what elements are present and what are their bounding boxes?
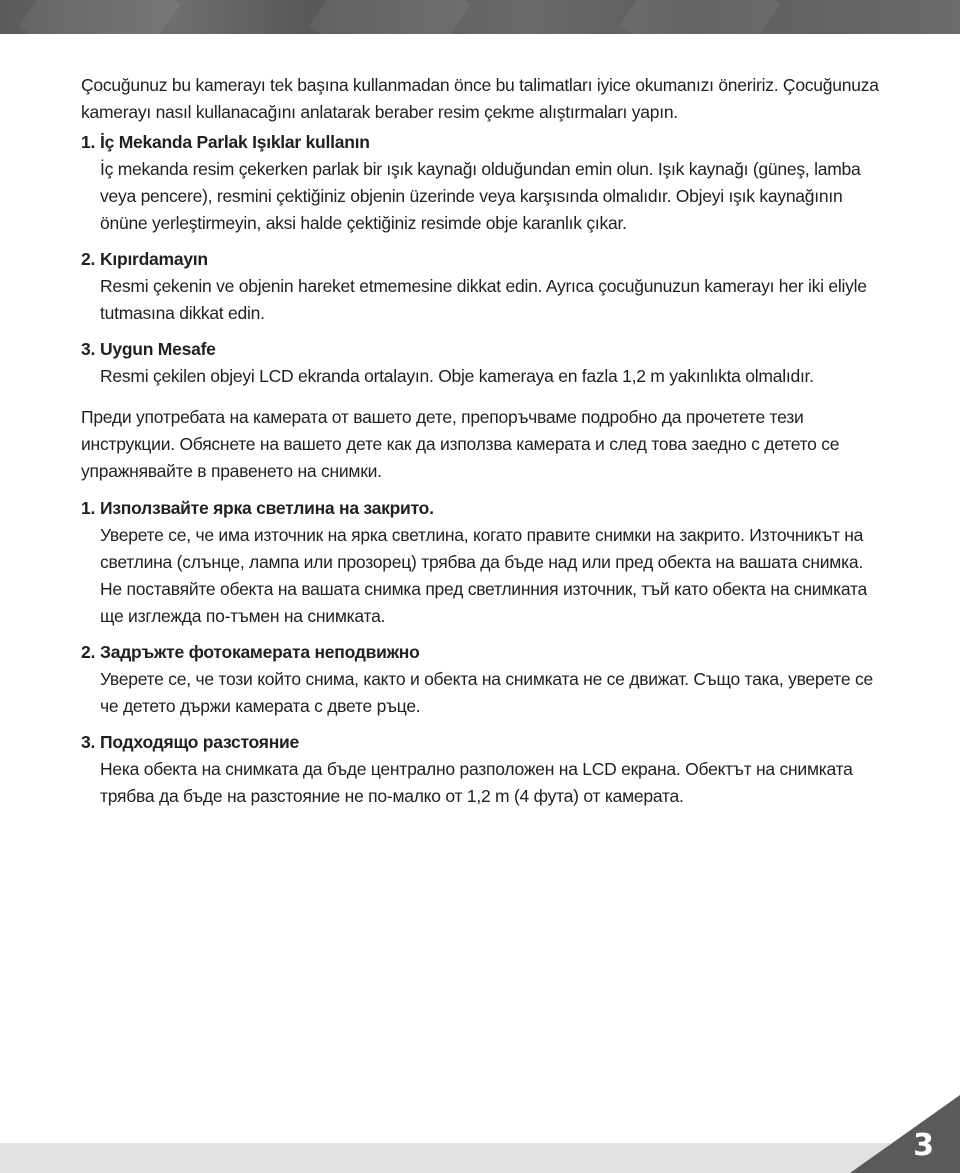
item-number: 3.: [81, 732, 96, 752]
bulgarian-item-2-heading: [81, 639, 881, 666]
item-body: Уверете се, че има източник на ярка светлина, когато правите снимки на закрито. Източникът на светлина (слънце, лампа или прозорец) трябва да бъде над или пред обекта на вашата снимка. Не поставяйте обекта на вашата снимка пред светлинния източник, тъй като обекта на снимката ще изглежда по-тъмен на снимката.: [100, 525, 868, 626]
item-number: 1.: [81, 498, 96, 518]
turkish-intro: Çocuğunuz bu kamerayı tek başına kullanmadan önce bu talimatları iyice okumanızı öneririz. Çocuğunuza kamerayı nasıl kullanacağını anlatarak beraber resim çekme alıştırmaları yapın.: [81, 75, 879, 122]
page-number: 3: [913, 1128, 934, 1163]
item-title: Uygun Mesafe: [100, 339, 216, 359]
header-decoration: [619, 0, 780, 34]
item-number: 2.: [81, 249, 96, 269]
item-number: 2.: [81, 642, 96, 662]
item-title: Kıpırdamayın: [100, 249, 208, 269]
turkish-item-2: [81, 246, 881, 327]
item-number: 1.: [81, 132, 96, 152]
bulgarian-section: [81, 404, 881, 810]
bulgarian-item-1-heading: [81, 495, 881, 522]
turkish-item-3: [81, 336, 881, 390]
footer-band: [0, 1143, 960, 1173]
item-number: 3.: [81, 339, 96, 359]
bulgarian-intro: Преди употребата на камерата от вашето дете, препоръчваме подробно да прочетете тези инструкции. Обяснете на вашето дете как да използва камерата и след това заедно с детето се упражнявайте в правенето на снимки.: [81, 407, 840, 481]
header-decoration: [19, 0, 180, 34]
bulgarian-item-3-heading: [81, 729, 881, 756]
item-body: İç mekanda resim çekerken parlak bir ışık kaynağı olduğundan emin olun. Işık kaynağı (güneş, lamba veya pencere), resmini çektiğiniz objenin üzerinde veya karşısında olmalıdır. Objeyi ışık kaynağının önüne yerleştirmeyin, aksi halde çektiğiniz resimde obje karanlık çıkar.: [100, 159, 861, 233]
item-body: Resmi çekenin ve objenin hareket etmemesine dikkat edin. Ayrıca çocuğunuzun kamerayı her iki eliyle tutmasına dikkat edin.: [100, 276, 867, 323]
header-decoration: [309, 0, 470, 34]
turkish-item-1: [81, 129, 881, 237]
turkish-item-3-heading: [81, 336, 881, 363]
item-title: Задръжте фотокамерата неподвижно: [100, 642, 420, 662]
page-content: [81, 72, 881, 824]
item-title: İç Mekanda Parlak Işıklar kullanın: [100, 132, 370, 152]
item-body: Resmi çekilen objeyi LCD ekranda ortalayın. Obje kameraya en fazla 1,2 m yakınlıkta olmalıdır.: [100, 366, 814, 386]
turkish-item-2-heading: [81, 246, 881, 273]
bulgarian-item-2: [81, 639, 881, 720]
item-title: Използвайте ярка светлина на закрито.: [100, 498, 434, 518]
item-body: Уверете се, че този който снима, както и обекта на снимката не се движат. Също така, уверете се че детето държи камерата с двете ръце.: [100, 669, 873, 716]
turkish-item-1-heading: [81, 129, 881, 156]
item-title: Подходящо разстояние: [100, 732, 300, 752]
item-body: Нека обекта на снимката да бъде централно разположен на LCD екрана. Обектът на снимката трябва да бъде на разстояние не по-малко от 1,2 m (4 фута) от камерата.: [100, 759, 853, 806]
page-corner-triangle: [850, 1095, 960, 1173]
bulgarian-item-3: [81, 729, 881, 810]
header-band: [0, 0, 960, 34]
bulgarian-item-1: [81, 495, 881, 630]
turkish-section: [81, 72, 881, 390]
